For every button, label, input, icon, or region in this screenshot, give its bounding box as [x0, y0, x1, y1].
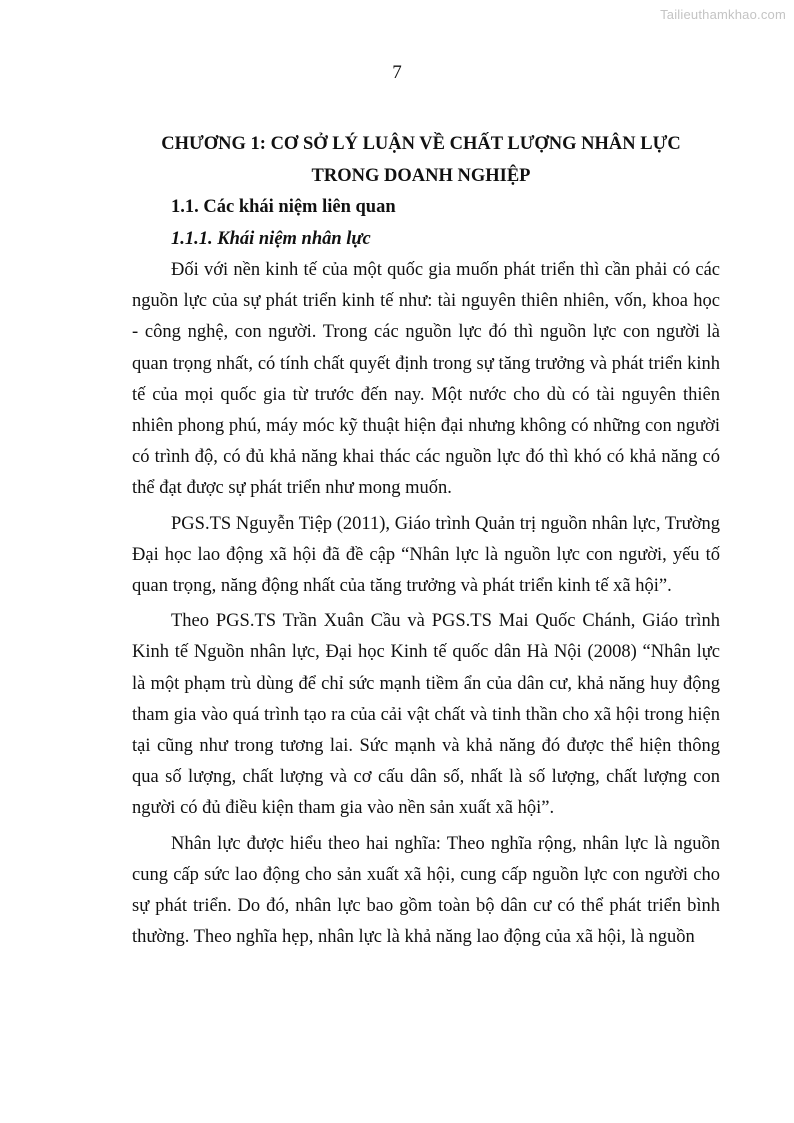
chapter-title-line-1: CHƯƠNG 1: CƠ SỞ LÝ LUẬN VỀ CHẤT LƯỢNG NHÂN LỰC — [161, 134, 681, 154]
paragraph-4: Nhân lực được hiểu theo hai nghĩa: Theo nghĩa rộng, nhân lực là nguồn cung cấp sức lao động cho sản xuất xã hội, cung cấp nguồn lực con người cho sự phát triển. Do đó, nhân lực bao gồm toàn bộ dân cư có thể phát triển bình thường. Theo nghĩa hẹp, nhân lực là khả năng lao động của xã hội, là nguồn — [132, 833, 720, 948]
section-heading: 1.1. Các khái niệm liên quan — [171, 197, 396, 217]
paragraph-2: PGS.TS Nguyễn Tiệp (2011), Giáo trình Quản trị nguồn nhân lực, Trường Đại học lao động xã hội đã đề cập “Nhân lực là nguồn lực con người, yếu tố quan trọng, năng động nhất của tăng trưởng và phát triển kinh tế xã hội”. — [132, 513, 720, 597]
paragraph-3: Theo PGS.TS Trần Xuân Cầu và PGS.TS Mai Quốc Chánh, Giáo trình Kinh tế Nguồn nhân lực, Đại học Kinh tế quốc dân Hà Nội (2008) “Nhân lực là một phạm trù dùng để chỉ sức mạnh tiềm ẩn của dân cư, khả năng huy động tham gia vào quá trình tạo ra của cải vật chất và tinh thần cho xã hội trong hiện tại cũng như trong tương lai. Sức mạnh và khả năng đó được thể hiện thông qua số lượng, chất lượng và cơ cấu dân số, nhất là số lượng, chất lượng con người có đủ điều kiện tham gia vào nền sản xuất xã hội”. — [132, 611, 720, 819]
watermark-text: Tailieuthamkhao.com — [660, 7, 786, 22]
subsection-heading: 1.1.1. Khái niệm nhân lực — [171, 229, 371, 249]
chapter-title-line-2: TRONG DOANH NGHIỆP — [311, 166, 531, 186]
body-text — [132, 255, 720, 957]
page-number: 7 — [392, 62, 402, 83]
chapter-title — [110, 128, 732, 192]
paragraph-1: Đối với nền kinh tế của một quốc gia muốn phát triển thì cần phải có các nguồn lực của sự phát triển kinh tế như: tài nguyên thiên nhiên, vốn, khoa học - công nghệ, con người. Trong các nguồn lực đó thì nguồn lực con người là quan trọng nhất, có tính chất quyết định trong sự tăng trưởng và phát triển kinh tế của mọi quốc gia từ trước đến nay. Một nước cho dù có tài nguyên thiên nhiên phong phú, máy móc kỹ thuật hiện đại nhưng không có những con người có trình độ, có đủ khả năng khai thác các nguồn lực đó thì khó có khả năng có thể đạt được sự phát triển như mong muốn. — [132, 260, 720, 499]
